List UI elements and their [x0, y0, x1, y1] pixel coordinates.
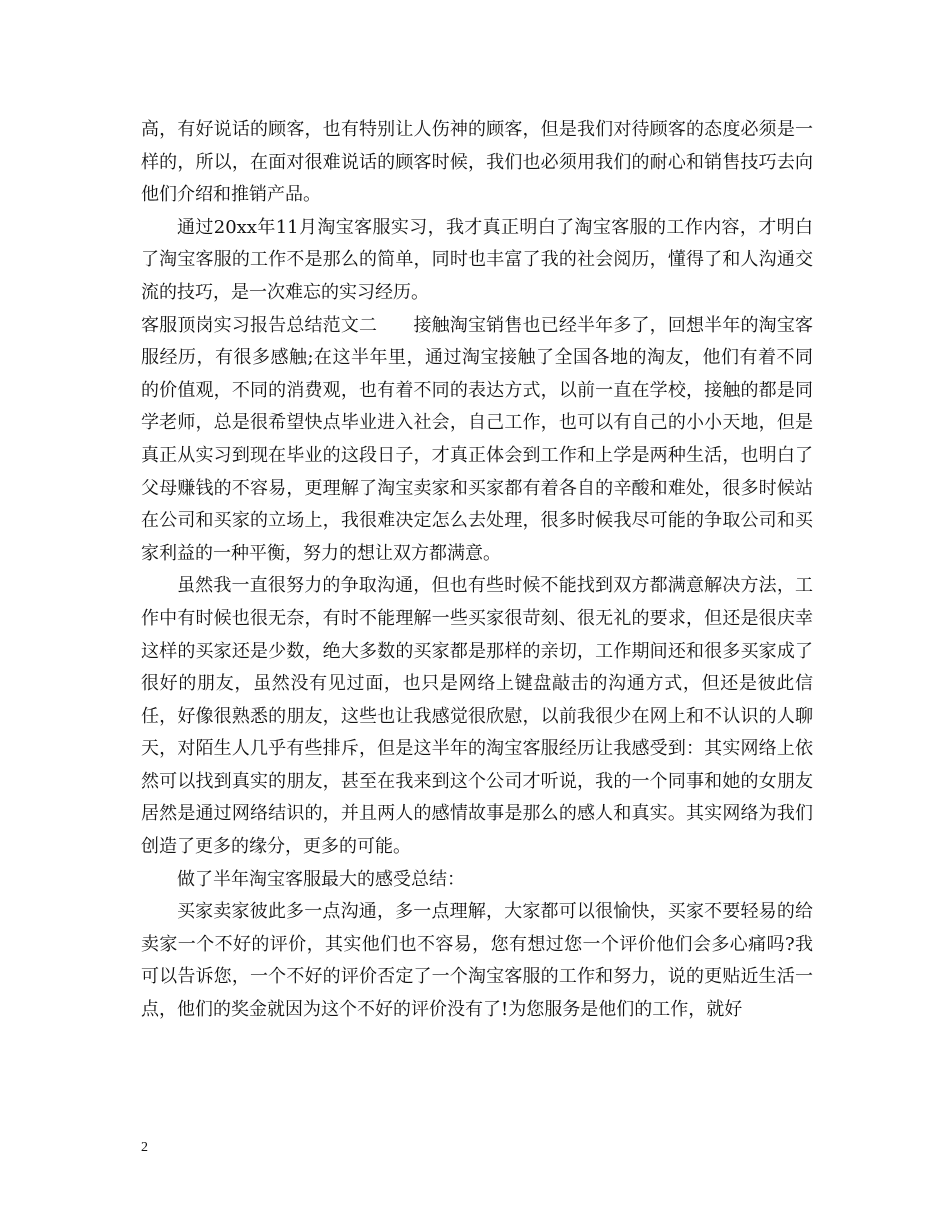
paragraph-2: 通过20xx年11月淘宝客服实习，我才真正明白了淘宝客服的工作内容，才明白了淘宝客服的工作不是那么的简单，同时也丰富了我的社会阅历，懂得了和人沟通交流的技巧，是一次难忘的实习经历。 — [141, 216, 813, 303]
paragraph-6: 买家卖家彼此多一点沟通，多一点理解，大家都可以很愉快，买家不要轻易的给卖家一个不好的评价，其实他们也不容易，您有想过您一个评价他们会多心痛吗?我可以告诉您，一个不好的评价否定了一个淘宝客服的工作和努力，说的更贴近生活一点，他们的奖金就因为这个不好的评价没有了!为您服务是他们的工作，就好 — [141, 901, 813, 1021]
paragraph-3: 客服顶岗实习报告总结范文二 接触淘宝销售也已经半年多了，回想半年的淘宝客服经历，有很多感触;在这半年里，通过淘宝接触了全国各地的淘友，他们有着不同的价值观，不同的消费观，也有着不同的表达方式，以前一直在学校，接触的都是同学老师，总是很希望快点毕业进入社会，自己工作，也可以有自己的小小天地，但是真正从实习到现在毕业的这段日子，才真正体会到工作和上学是两种生活，也明白了父母赚钱的不容易，更理解了淘宝卖家和买家都有着各自的辛酸和难处，很多时候站在公司和买家的立场上，我很难决定怎么去处理，很多时候我尽可能的争取公司和买家利益的一种平衡，努力的想让双方都满意。 — [141, 314, 813, 564]
paragraph-5: 做了半年淘宝客服最大的感受总结： — [177, 868, 465, 890]
paragraph-1: 高，有好说话的顾客，也有特别让人伤神的顾客，但是我们对待顾客的态度必须是一样的，所以，在面对很难说话的顾客时候，我们也必须用我们的耐心和销售技巧去向他们介绍和推销产品。 — [141, 119, 813, 206]
paragraph-4: 虽然我一直很努力的争取沟通，但也有些时候不能找到双方都满意解决方法，工作中有时候也很无奈，有时不能理解一些买家很苛刻、很无礼的要求，但还是很庆幸这样的买家还是少数，绝大多数的买家都是那样的亲切，工作期间还和很多买家成了很好的朋友，虽然没有见过面，也只是网络上键盘敲击的沟通方式，但还是彼此信任，好像很熟悉的朋友，这些也让我感觉很欣慰，以前我很少在网上和不认识的人聊天，对陌生人几乎有些排斥，但是这半年的淘宝客服经历让我感受到：其实网络上依然可以找到真实的朋友，甚至在我来到这个公司才听说，我的一个同事和她的女朋友居然是通过网络结识的，并且两人的感情故事是那么的感人和真实。其实网络为我们创造了更多的缘分，更多的可能。 — [141, 575, 813, 858]
page-number: 2 — [141, 1140, 148, 1155]
document-body — [141, 114, 813, 1027]
